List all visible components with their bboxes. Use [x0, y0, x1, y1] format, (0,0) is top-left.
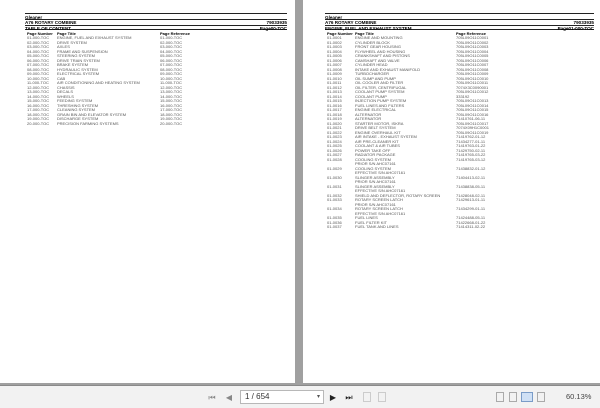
row-page-reference: 09-000-TOC: [160, 71, 183, 76]
section-title: TABLE OF CONTENT: [25, 25, 72, 31]
row-page-reference: 71429613-01-11: [456, 197, 486, 202]
row-page-title: DISCHARGE SYSTEM: [57, 116, 99, 121]
doc-title: A76 ROTARY COMBINE: [25, 20, 77, 25]
row-page-title: CAB: [57, 75, 66, 81]
row-page-number: 01-0011: [327, 80, 342, 85]
row-page-title: SHIELD AND DEFLECTOR, ROTARY SCREEN: [355, 192, 441, 198]
page-header: [25, 13, 287, 126]
row-page-number: 01-0020: [327, 120, 342, 126]
row-page-number: 18-000-TOC: [27, 111, 50, 117]
row-page-title: ELECTRICAL SYSTEM: [57, 71, 100, 76]
row-page-number: 01-0005: [327, 53, 342, 58]
row-page-reference: 705L09O11C0009: [456, 71, 489, 76]
row-page-reference: 18-000-TOC: [160, 111, 183, 117]
col-page-reference: Page Reference: [160, 31, 191, 36]
two-page-continuous-view-icon[interactable]: [537, 392, 545, 402]
col-page-number: Page Number: [327, 31, 353, 36]
row-page-reference: 71438832-01-12: [456, 165, 486, 171]
row-page-number: 03-000-TOC: [27, 44, 50, 49]
row-page-number: 11-000-TOC: [27, 80, 49, 85]
page-right: [303, 0, 600, 383]
row-page-reference: 13-000-TOC: [160, 89, 183, 94]
row-page-number: 01-0013: [327, 89, 342, 94]
row-page-title: INTAKE AND EXHAUST MANIFOLD: [355, 66, 421, 72]
row-page-number: 10-000-TOC: [27, 75, 50, 81]
row-page-title: TURBOCHARGER: [355, 71, 390, 76]
row-page-number: 01-0014: [327, 93, 342, 99]
row-page-reference: 11-000-TOC: [160, 80, 182, 85]
row-page-number: 01-0025: [327, 143, 342, 148]
row-page-title: HYDRAULIC SYSTEM: [57, 66, 98, 72]
row-page-reference: 10-000-TOC: [160, 75, 183, 81]
row-page-title: OIL COOLER AND FILTER: [355, 80, 404, 85]
row-page-number: 01-0019: [327, 116, 342, 121]
section-title: ENGINE, FUEL AND EXHAUST SYSTEM: [325, 25, 412, 31]
row-page-number: 01-0015: [327, 98, 342, 103]
row-page-reference: 12-000-TOC: [160, 84, 183, 90]
row-page-title: COOLING SYSTEM: [355, 156, 392, 162]
row-page-reference: 705L09O11C0016: [456, 111, 489, 117]
row-page-title: EFFECTIVE S/N AHC07161: [355, 188, 406, 193]
row-page-number: 01-0012: [327, 84, 342, 90]
row-page-reference: 71434299-01-11: [456, 206, 486, 211]
row-page-reference: 705L09O11C0008: [456, 66, 489, 72]
row-page-number: 20-000-TOC: [27, 120, 50, 126]
last-page-icon[interactable]: ⏭: [345, 393, 353, 402]
row-page-number: 09-000-TOC: [27, 71, 50, 76]
row-page-number: 01-0034: [327, 206, 342, 211]
row-page-title: CYLINDER BLOCK: [355, 39, 390, 45]
row-page-title: FRAME AND SUSPENSION: [57, 48, 108, 54]
row-page-number: 14-000-TOC: [27, 93, 50, 99]
row-page-title: AXLES: [57, 44, 70, 49]
row-page-reference: 705L09O11C0005: [456, 53, 489, 58]
row-page-reference: 71434277-01-11: [456, 138, 486, 144]
row-page-number: 01-0031: [327, 183, 342, 189]
page-header: [325, 13, 594, 230]
next-page-icon[interactable]: ▶: [329, 393, 337, 402]
previous-view-icon[interactable]: [363, 392, 371, 402]
row-page-title: EFFECTIVE S/N AHC07161: [355, 210, 406, 216]
row-page-title: FRONT GEAR HOUSING: [355, 44, 401, 49]
col-page-number: Page Number: [27, 31, 53, 36]
row-page-reference: 705L09O11C0011: [456, 80, 489, 85]
row-page-number: 01-0021: [327, 125, 342, 130]
row-page-reference: 71414311-02-22: [456, 224, 486, 229]
zoom-level[interactable]: 60.13%: [566, 392, 592, 401]
row-page-title: GRAIN BIN AND ELEVATOR SYSTEM: [57, 111, 127, 117]
row-page-reference: 705L09O11C0004: [456, 48, 489, 54]
page-ref: Page00-TOC: [259, 25, 287, 31]
row-page-number: 01-0010: [327, 75, 342, 81]
row-page-reference: 16-000-TOC: [160, 102, 183, 108]
row-page-title: CLEANING SYSTEM: [57, 107, 96, 112]
row-page-reference: 19-000-TOC: [160, 116, 183, 121]
row-page-title: BRAKE SYSTEM: [57, 62, 89, 67]
row-page-reference: 71422668-01-22: [456, 219, 486, 225]
row-page-reference: 71419763-01-22: [456, 143, 486, 148]
table-row[interactable]: [325, 225, 594, 230]
chevron-down-icon[interactable]: ▾: [316, 394, 320, 400]
row-page-number: 19-000-TOC: [27, 116, 50, 121]
row-page-title: POWER TAKE OFF: [355, 147, 391, 153]
row-page-number: 08-000-TOC: [27, 66, 50, 72]
row-page-title: RADIATOR PACKAGE: [355, 152, 396, 157]
row-page-number: 01-0026: [327, 147, 342, 153]
row-page-reference: 20-000-TOC: [160, 120, 183, 126]
row-page-title: PRECISION FARMING SYSTEMS: [57, 120, 119, 126]
row-page-title: PRIOR S/N AHC07161: [355, 201, 396, 207]
row-page-reference: 333192: [456, 93, 470, 99]
row-page-number: 01-0024: [327, 138, 342, 144]
page-left: [0, 0, 295, 383]
prev-page-icon[interactable]: ◀: [225, 393, 233, 402]
toc-list: [25, 36, 287, 126]
brand: Gleaner: [325, 13, 594, 19]
row-page-reference: 705L09O11C0002: [456, 39, 489, 45]
row-page-number: 05-000-TOC: [27, 53, 50, 58]
row-page-title: ALTERNATOR: [355, 116, 382, 121]
row-page-title: COOLING SYSTEM: [355, 165, 392, 171]
single-page-view-icon[interactable]: [496, 392, 504, 402]
row-page-title: ENGINE AND MOUNTING: [355, 35, 403, 40]
row-page-title: ROTARY SCREEN LATCH: [355, 206, 403, 211]
row-page-title: ENGINE ELECTRICAL: [355, 107, 397, 112]
row-page-reference: 71438838-05-11: [456, 183, 486, 189]
row-page-title: COOLANT PUMP SYSTEM: [355, 89, 405, 94]
row-page-title: FUEL LINES AND FILTERS: [355, 102, 405, 108]
row-page-title: AIR INTAKE - EXHAUST SYSTEM: [355, 134, 417, 139]
page-indicator: 1 / 654: [245, 392, 270, 401]
row-page-title: ENGINE, FUEL AND EXHAUST SYSTEM: [57, 35, 132, 40]
row-page-number: 01-0022: [327, 129, 342, 135]
row-page-number: 01-0001: [327, 35, 342, 40]
row-page-number: 01-0008: [327, 66, 342, 72]
row-page-number: 01-0030: [327, 174, 342, 180]
row-page-reference: 03-000-TOC: [160, 44, 183, 49]
row-page-number: 07-000-TOC: [27, 62, 50, 67]
row-page-reference: 71410761-06-11: [456, 116, 486, 121]
row-page-title: AIR CONDITIONING AND HEATING SYSTEM: [57, 80, 140, 85]
row-page-title: DECALS: [57, 89, 74, 94]
row-page-title: PRIOR S/N AHC07161: [355, 179, 396, 184]
row-page-title: CAMSHAFT AND VALVE: [355, 57, 400, 63]
doc-number: 79033935: [266, 20, 287, 25]
row-page-number: 17-000-TOC: [27, 107, 50, 112]
row-page-title: OIL FILTER, CENTRIFUGAL: [355, 84, 407, 90]
row-page-title: CRANKSHAFT AND PISTONS: [355, 53, 410, 58]
row-page-number: 01-0035: [327, 215, 342, 220]
row-page-title: CYLINDER HEAD: [355, 62, 388, 67]
row-page-title: DRIVE TRAIN SYSTEM: [57, 57, 100, 63]
row-page-reference: 7074X09H1C0001: [456, 125, 489, 130]
table-row[interactable]: [25, 122, 287, 127]
row-page-title: THRESHING SYSTEM: [57, 102, 99, 108]
col-page-title: Page Title: [355, 31, 374, 36]
row-page-number: 15-000-TOC: [27, 98, 50, 103]
row-page-reference: 04-000-TOC: [160, 48, 183, 54]
row-page-number: 01-0032: [327, 192, 342, 198]
row-page-reference: 05-000-TOC: [160, 53, 183, 58]
row-page-reference: 705L09O11C0007: [456, 62, 489, 67]
row-page-reference: 07-000-TOC: [160, 62, 183, 67]
row-page-title: FUEL LINES: [355, 215, 378, 220]
row-page-number: 01-0017: [327, 107, 342, 112]
doc-title: A76 ROTARY COMBINE: [325, 20, 377, 25]
row-page-reference: 02-000-TOC: [160, 39, 183, 45]
row-page-number: 01-0027: [327, 152, 342, 157]
row-page-number: 01-0003: [327, 44, 342, 49]
row-page-number: 01-0009: [327, 71, 342, 76]
row-page-number: 01-0004: [327, 48, 342, 54]
row-page-title: INJECTION PUMP SYSTEM: [355, 98, 407, 103]
row-page-title: COOLANT PUMP: [355, 93, 387, 99]
row-page-number: 01-0033: [327, 197, 342, 202]
row-page-number: 01-0028: [327, 156, 342, 162]
row-page-reference: 14-000-TOC: [160, 93, 183, 99]
row-page-title: STEERING SYSTEM: [57, 53, 96, 58]
row-page-title: FUEL TANK AND LINES: [355, 224, 399, 229]
row-page-reference: 71419765-03-12: [456, 156, 486, 162]
row-page-title: ENGINE OVERHAUL KIT: [355, 129, 401, 135]
row-page-reference: 705L09O11C0001: [456, 35, 489, 40]
parts-list: [325, 36, 594, 230]
col-page-title: Page Title: [57, 31, 76, 36]
row-page-number: 01-0037: [327, 224, 342, 229]
row-page-number: 01-0002: [327, 39, 342, 45]
row-page-reference: 705L09O11C0010: [456, 75, 489, 81]
row-page-title: ALTERNATOR: [355, 111, 382, 117]
page-ref: Page01-000-TOC: [557, 25, 594, 31]
row-page-number: 02-000-TOC: [27, 39, 50, 45]
row-page-reference: 71419765-03-22: [456, 152, 486, 157]
row-page-number: 01-0006: [327, 57, 342, 63]
row-page-reference: 71429750-02-11: [456, 147, 486, 153]
row-page-title: OIL SUMP AND PUMP: [355, 75, 396, 81]
row-page-number: 13-000-TOC: [27, 89, 50, 94]
row-page-reference: 705L09O11C0014: [456, 102, 489, 108]
row-page-reference: 705L09O11C0003: [456, 44, 489, 49]
row-page-reference: 705L09O11C0012: [456, 89, 489, 94]
row-page-number: 01-0023: [327, 134, 342, 139]
two-page-view-icon[interactable]: [521, 392, 533, 402]
row-page-title: SLINGER ASSEMBLY: [355, 174, 395, 180]
page-number-input[interactable]: [240, 390, 324, 404]
row-page-title: FEEDING SYSTEM: [57, 98, 93, 103]
first-page-icon[interactable]: ⏮: [208, 393, 216, 402]
row-page-reference: 71404413-02-11: [456, 174, 486, 180]
row-page-number: 01-0007: [327, 62, 342, 67]
section-bar: [25, 25, 287, 31]
row-page-number: 04-000-TOC: [27, 48, 50, 54]
row-page-reference: 06-000-TOC: [160, 57, 183, 63]
row-page-reference: 01-000-TOC: [160, 35, 183, 40]
doc-number: 79033935: [573, 20, 594, 25]
row-page-number: 01-0016: [327, 102, 342, 108]
row-page-title: WHEELS: [57, 93, 74, 99]
row-page-title: STARTER MOTOR, ISKRA: [355, 120, 404, 126]
row-page-reference: 71428048-02-11: [456, 192, 486, 198]
row-page-title: DRIVE BELT SYSTEM: [355, 125, 396, 130]
row-page-reference: 7074X3C0090001: [456, 84, 489, 90]
row-page-reference: 705L09O11C0013: [456, 98, 489, 103]
row-page-reference: 15-000-TOC: [160, 98, 183, 103]
row-page-title: ROTARY SCREEN LATCH: [355, 197, 403, 202]
row-page-reference: 705L09O11C0019: [456, 129, 489, 135]
col-page-reference: Page Reference: [456, 31, 487, 36]
row-page-number: 01-000-TOC: [27, 35, 50, 40]
row-page-title: DRIVE SYSTEM: [57, 39, 87, 45]
row-page-number: 01-0029: [327, 165, 342, 171]
continuous-view-icon[interactable]: [509, 392, 517, 402]
row-page-number: 01-0018: [327, 111, 342, 117]
row-page-number: 01-0036: [327, 219, 342, 225]
row-page-title: AIR PRE-CLEANER KIT: [355, 138, 399, 144]
section-bar: [325, 25, 594, 31]
row-page-reference: 705L09O11C0006: [456, 57, 489, 63]
row-page-title: SLINGER ASSEMBLY: [355, 183, 395, 189]
brand: Gleaner: [25, 13, 287, 19]
row-page-title: FLYWHEEL AND HOUSING: [355, 48, 406, 54]
next-view-icon[interactable]: [378, 392, 386, 402]
row-page-number: 06-000-TOC: [27, 57, 50, 63]
row-page-title: FUEL FILTER KIT: [355, 219, 388, 225]
row-page-reference: 17-000-TOC: [160, 107, 183, 112]
row-page-reference: 08-000-TOC: [160, 66, 183, 72]
row-page-title: PRIOR S/N AHC07161: [355, 161, 396, 166]
row-page-reference: 705L09O11C0017: [456, 120, 489, 126]
row-page-title: EFFECTIVE S/N AHC07161: [355, 170, 406, 175]
row-page-number: 12-000-TOC: [27, 84, 50, 90]
row-page-title: CHASSIS: [57, 84, 75, 90]
row-page-reference: 71424488-05-11: [456, 215, 486, 220]
row-page-reference: 71419762-01-12: [456, 134, 486, 139]
row-page-number: 16-000-TOC: [27, 102, 50, 108]
bottom-toolbar: [0, 385, 600, 408]
row-page-reference: 705L09O11C0015: [456, 107, 489, 112]
row-page-title: COOLANT & AIR TUBES: [355, 143, 400, 148]
